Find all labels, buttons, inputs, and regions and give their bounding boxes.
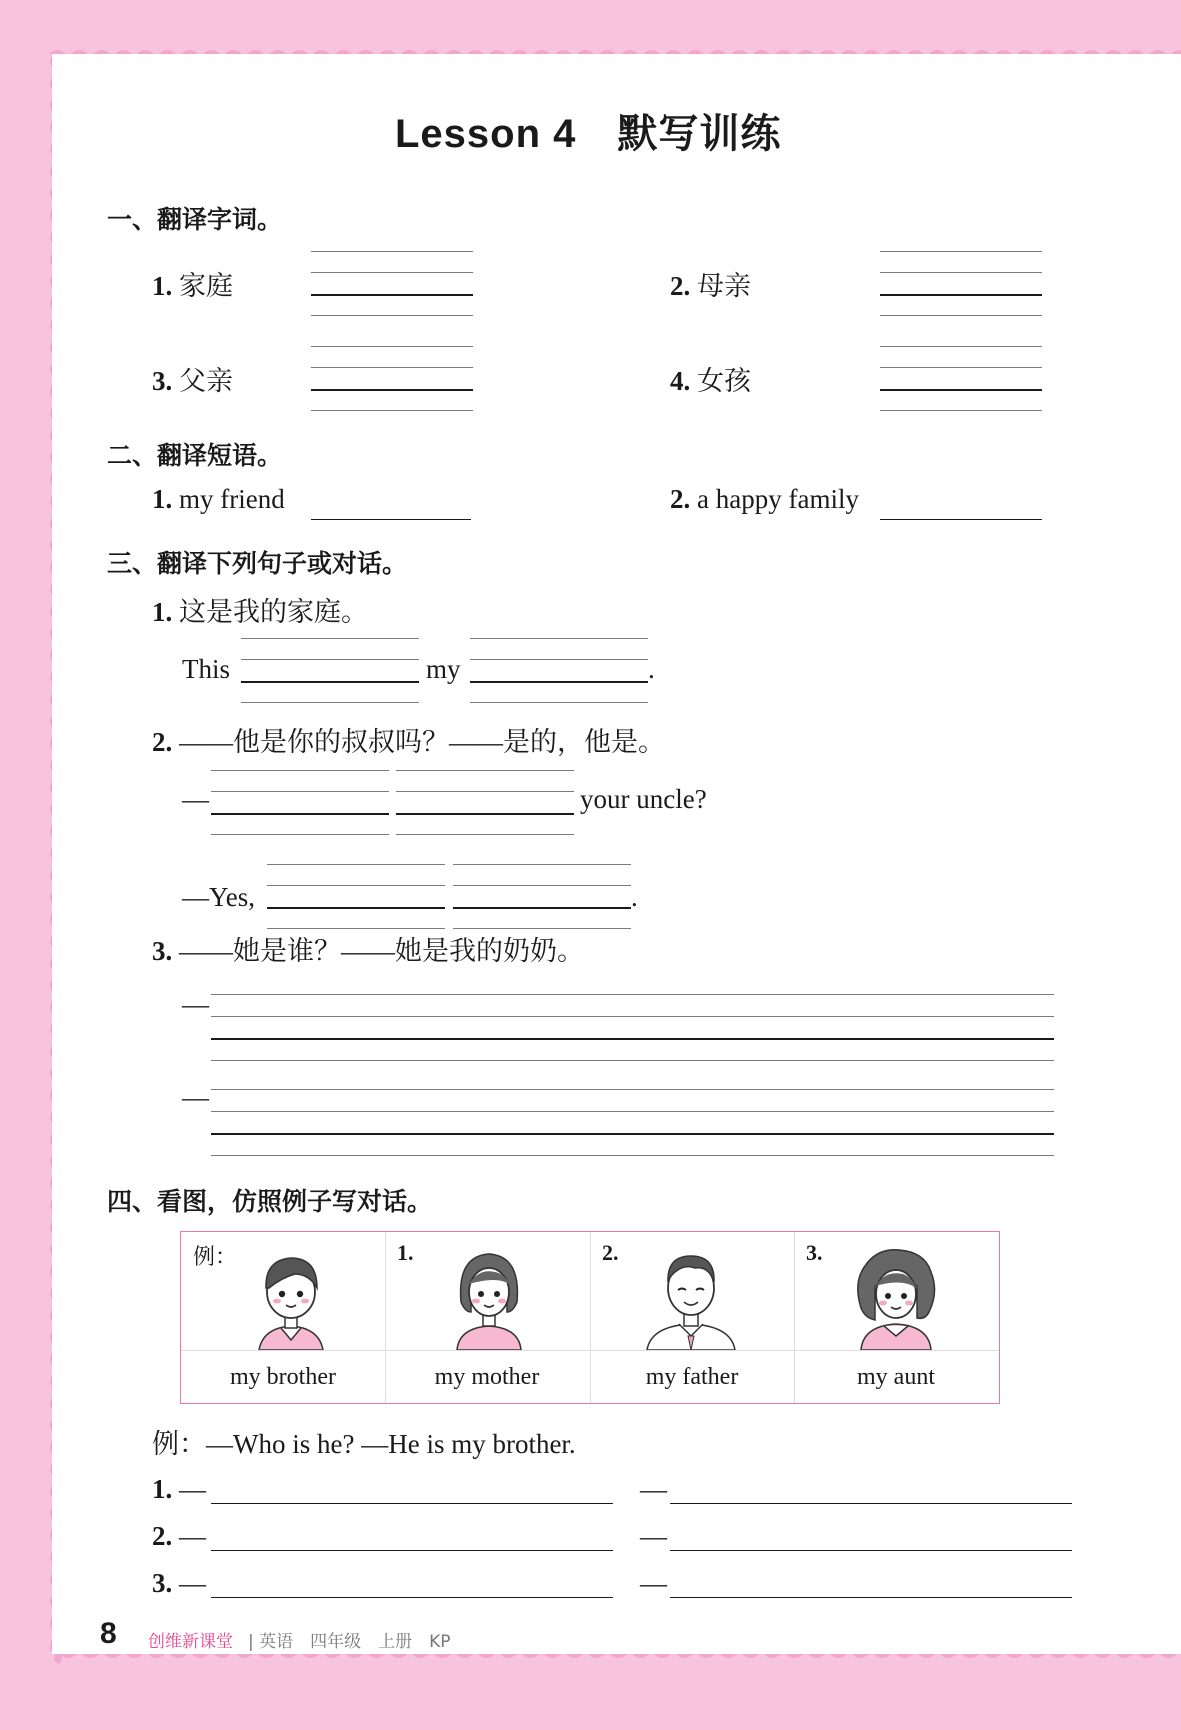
picture-label-3: 3.	[806, 1240, 823, 1265]
picture-caption-1: my mother	[434, 1364, 540, 1390]
writing-guide-line	[267, 864, 445, 865]
s2-answer-line-2[interactable]	[880, 519, 1042, 520]
picture-table	[180, 1231, 1000, 1404]
s3-q3-dash-2: —	[182, 1082, 209, 1112]
s4-row-2-line-b[interactable]	[670, 1550, 1072, 1551]
writing-guide-line	[211, 791, 389, 792]
father-illustration	[641, 1242, 741, 1350]
s4-row-2-label: 2. —	[152, 1521, 206, 1551]
writing-guide-line	[880, 389, 1042, 391]
section-1-heading: 一、翻译字词。	[107, 205, 283, 234]
s2-item-2: 2. a happy family	[670, 484, 859, 514]
writing-guide-line	[211, 770, 389, 771]
writing-guide-line	[453, 864, 631, 865]
s4-row-1-dash-b: —	[640, 1474, 667, 1504]
s3-q1-word-my: my	[426, 654, 461, 684]
writing-guide-line	[470, 638, 648, 639]
writing-guide-line	[211, 994, 1054, 995]
s3-q3-grid-2[interactable]	[211, 1089, 1054, 1155]
s4-row-1-line-a[interactable]	[211, 1503, 613, 1504]
s1-item-1: 1. 家庭	[152, 271, 233, 301]
s4-example-dialog: 例：—Who is he? —He is my brother.	[152, 1429, 576, 1459]
s3-q1-prompt: 1. 这是我的家庭。	[152, 597, 368, 627]
writing-guide-line	[311, 315, 473, 316]
aunt-illustration	[851, 1242, 941, 1350]
s1-writing-grid-2[interactable]	[880, 251, 1042, 315]
writing-guide-line	[453, 885, 631, 886]
writing-guide-line	[211, 1089, 1054, 1090]
writing-guide-line	[396, 834, 574, 835]
s1-item-2: 2. 母亲	[670, 271, 751, 301]
s1-writing-grid-4[interactable]	[880, 346, 1042, 410]
writing-guide-line	[211, 1016, 1054, 1017]
s1-item-4: 4. 女孩	[670, 366, 751, 396]
writing-guide-line	[880, 251, 1042, 252]
writing-guide-line	[311, 251, 473, 252]
s3-q2-period: .	[631, 882, 638, 912]
picture-caption-3: my aunt	[857, 1364, 935, 1390]
footer-book-info: | 英语 四年级 上册 KP	[248, 1632, 451, 1652]
writing-guide-line	[396, 791, 574, 792]
writing-guide-line	[453, 907, 631, 909]
s4-row-3-label: 3. —	[152, 1568, 206, 1598]
s3-q2-grid-3[interactable]	[267, 864, 445, 928]
writing-guide-line	[267, 885, 445, 886]
section-2-heading: 二、翻译短语。	[107, 441, 283, 470]
writing-guide-line	[880, 367, 1042, 368]
writing-guide-line	[470, 681, 648, 683]
s4-row-2-dash-b: —	[640, 1521, 667, 1551]
writing-guide-line	[311, 346, 473, 347]
s3-q2-yes: —Yes,	[182, 882, 256, 912]
writing-guide-line	[470, 702, 648, 703]
s3-q3-prompt: 3. ——她是谁？——她是我的奶奶。	[152, 936, 584, 966]
s1-writing-grid-3[interactable]	[311, 346, 473, 410]
writing-guide-line	[211, 1133, 1054, 1135]
picture-label-example: 例：	[193, 1244, 238, 1269]
writing-guide-line	[211, 813, 389, 815]
s4-row-1-line-b[interactable]	[670, 1503, 1072, 1504]
s4-row-3-dash-b: —	[640, 1568, 667, 1598]
boy-brother-illustration	[251, 1244, 331, 1350]
writing-guide-line	[241, 659, 419, 660]
s2-item-1: 1. my friend	[152, 484, 285, 514]
writing-guide-line	[211, 1038, 1054, 1040]
writing-guide-line	[311, 272, 473, 273]
page-number: 8	[100, 1617, 117, 1650]
writing-guide-line	[880, 346, 1042, 347]
writing-guide-line	[311, 410, 473, 411]
s3-q2-prompt: 2. ——他是你的叔叔吗？——是的，他是。	[152, 727, 665, 757]
writing-guide-line	[311, 389, 473, 391]
picture-caption-2: my father	[645, 1364, 739, 1390]
writing-guide-line	[241, 638, 419, 639]
writing-guide-line	[470, 659, 648, 660]
s4-row-3-line-b[interactable]	[670, 1597, 1072, 1598]
writing-guide-line	[211, 1155, 1054, 1156]
writing-guide-line	[880, 315, 1042, 316]
s3-q2-grid-4[interactable]	[453, 864, 631, 928]
s3-q1-grid-1[interactable]	[241, 638, 419, 702]
s2-answer-line-1[interactable]	[311, 519, 471, 520]
s3-q2-tail: your uncle?	[580, 784, 707, 814]
s4-row-1-label: 1. —	[152, 1474, 206, 1504]
writing-guide-line	[241, 702, 419, 703]
writing-guide-line	[267, 907, 445, 909]
writing-guide-line	[311, 367, 473, 368]
writing-guide-line	[211, 834, 389, 835]
s3-q2-grid-1[interactable]	[211, 770, 389, 834]
writing-guide-line	[396, 770, 574, 771]
writing-guide-line	[241, 681, 419, 683]
s1-item-3: 3. 父亲	[152, 366, 233, 396]
s3-q3-grid-1[interactable]	[211, 994, 1054, 1060]
writing-guide-line	[211, 1060, 1054, 1061]
section-4-heading: 四、看图，仿照例子写对话。	[107, 1187, 433, 1216]
mother-illustration	[449, 1242, 529, 1350]
s4-row-2-line-a[interactable]	[211, 1550, 613, 1551]
writing-guide-line	[396, 813, 574, 815]
footer-brand: 创维新课堂	[148, 1632, 233, 1652]
writing-guide-line	[311, 294, 473, 296]
s3-q1-grid-2[interactable]	[470, 638, 648, 702]
writing-guide-line	[880, 294, 1042, 296]
section-3-heading: 三、翻译下列句子或对话。	[107, 549, 408, 578]
s4-row-3-line-a[interactable]	[211, 1597, 613, 1598]
s3-q2-dash: —	[182, 784, 209, 814]
picture-label-2: 2.	[602, 1240, 619, 1265]
s3-q3-dash-1: —	[182, 989, 209, 1019]
writing-guide-line	[880, 272, 1042, 273]
picture-label-1: 1.	[397, 1240, 414, 1265]
s3-q2-grid-2[interactable]	[396, 770, 574, 834]
picture-caption-example: my brother	[230, 1364, 336, 1390]
s3-q1-period: .	[648, 654, 655, 684]
worksheet-page	[52, 54, 1181, 1654]
writing-guide-line	[211, 1111, 1054, 1112]
s1-writing-grid-1[interactable]	[311, 251, 473, 315]
writing-guide-line	[880, 410, 1042, 411]
page-title: Lesson 4 默写训练	[395, 112, 782, 156]
s3-q1-word-this: This	[182, 654, 231, 684]
